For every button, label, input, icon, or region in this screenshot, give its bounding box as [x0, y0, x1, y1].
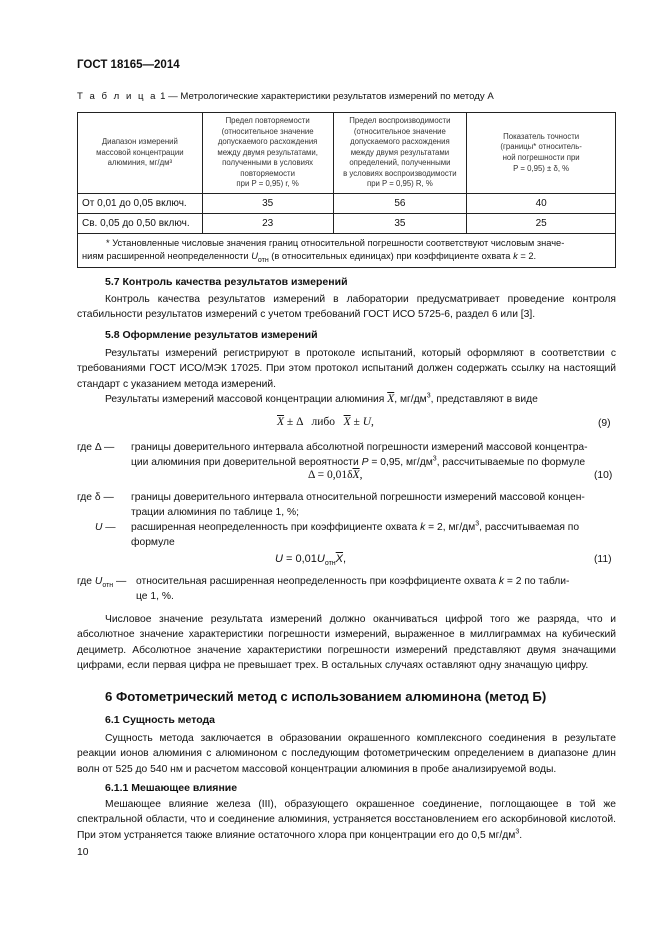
where-Uotn-text [136, 574, 617, 605]
formula-text: ± [350, 416, 363, 428]
table-header-row [78, 113, 616, 194]
header-line: ной погрешности при [502, 153, 580, 162]
text: Результаты измерений массовой концентрации алюминия [105, 394, 388, 405]
text: = 2, мг/дм [425, 522, 476, 533]
section-5-8-paragraph-3: Числовое значение результата измерений должно оканчиваться цифрой того же разряда, что и абсолютное значение характеристики погрешности измерений, выраженное в миллиграммах на кубический дециметр. Абсолютное значение характеристики погрешности измерений представляют двумя значащими цифрами, если первая цифра не превышает трех. В остальных случаях оставляют одну значащую цифру. [77, 614, 616, 671]
text: = 0,95, мг/дм [368, 457, 433, 469]
header-line: при P = 0,95) R, % [366, 179, 433, 189]
col-header-reproducibility [333, 113, 467, 194]
subscript: отн [102, 582, 114, 590]
header-line: (границы* относитель- [500, 142, 582, 152]
where-delta-text [131, 440, 617, 471]
footnote-symbol: U [251, 251, 258, 261]
cell-r: 35 [202, 194, 333, 214]
col-header-repeatability [202, 113, 333, 194]
formula-10 [308, 469, 362, 481]
cell-range: Св. 0,05 до 0,50 включ. [78, 214, 203, 234]
subscript: отн [324, 560, 336, 568]
header-line: Показатель точности [503, 131, 580, 141]
header-line: (относительное значение [221, 126, 314, 136]
table-caption [77, 91, 494, 102]
x-bar-symbol: $\overline{X}$ [335, 553, 344, 565]
symbol: k [420, 522, 426, 533]
header-line: алюминия, мг/дм³ [107, 158, 173, 168]
section-6-1-paragraph: Сущность метода заключается в образовании окрашенного комплексного соединения в результате реакции ионов алюминия с алюминоном с последующим фотометрическим определением в диапазоне длин волн от 525 до 540 нм и расчетом массовой концентрации алюминия в пробе анализируемой воды. [77, 733, 616, 775]
text: = 2 по табли- [504, 576, 570, 587]
x-bar-symbol: $\overline{X}$ [277, 416, 285, 428]
footnote-line-2 [82, 250, 611, 263]
formula-text: , [343, 553, 347, 565]
x-bar-symbol: $\overline{X}$ [352, 469, 360, 481]
table-footnote [78, 234, 616, 268]
text-line: це 1, %. [136, 591, 174, 603]
where-delta-label: где Δ — [77, 442, 115, 453]
footnote-subscript: отн [257, 256, 269, 264]
text-line [131, 520, 617, 535]
text-line: трации алюминия по таблице 1, %; [131, 507, 299, 519]
section-6-1-1-paragraph [77, 797, 616, 843]
header-line: повторяемости [240, 168, 295, 178]
where-d-text [131, 490, 617, 521]
header-line: допускаемого расхождения [217, 137, 318, 147]
superscript: 3 [515, 828, 520, 836]
cell-delta: 40 [467, 194, 616, 214]
section-5-8-paragraph-1: Результаты измерений регистрируют в протоколе испытаний, который оформляют в соответствии с требованиями ГОСТ ИСО/МЭК 17025. При этом протокол испытаний должен содержать ссылку на настоящий стандарт с указанием метода измерений. [77, 348, 616, 390]
header-line: P = 0,95) ± δ, % [513, 163, 570, 173]
table-caption-text: 1 — Метрологические характеристики результатов измерений по методу А [157, 91, 494, 102]
footnote-text: (в относительных единицах) при коэффициенте охвата [268, 251, 514, 261]
footnote-line-1: * Установленные числовые значения границ относительной погрешности соответствуют числовым значе- [106, 238, 565, 248]
where-Uotn-label [77, 574, 126, 589]
symbol: U [94, 576, 103, 587]
header-line: допускаемого расхождения [350, 137, 450, 147]
text: . [519, 829, 523, 841]
text-line [131, 455, 617, 470]
header-line: между двумя результатами, [217, 147, 318, 157]
footnote-text: = 2. [517, 251, 537, 261]
formula-10-number: (10) [594, 470, 613, 481]
text: , рассчитываемая по [479, 522, 580, 533]
text: Мешающее влияние железа (III), образующего окрашенное соединение, поглощающее в той же спектральной области, что и соединение алюминия, устраняется восстановлением его аскорбиновой кислотой. При этом устраняется также влияние остаточного хлора при концентрации его до 0,5 мг/дм [77, 799, 616, 841]
formula-text: ± Δ либо [284, 416, 344, 428]
cell-delta: 25 [467, 214, 616, 234]
header-line: Предел повторяемости [225, 115, 310, 125]
header-line: в условиях воспроизводимости [343, 168, 457, 178]
text: , представляют в виде [430, 394, 538, 405]
x-bar-symbol: $\overline{X}$ [387, 393, 395, 405]
section-5-8-heading: 5.8 Оформление результатов измерений [105, 329, 318, 341]
text: , мг/дм [394, 394, 427, 405]
text: расширенная неопределенность при коэффициенте охвата [131, 522, 421, 533]
text: где [77, 576, 95, 587]
cell-range: От 0,01 до 0,05 включ. [78, 194, 203, 214]
superscript: 3 [432, 455, 437, 463]
where-U-text [131, 520, 617, 551]
section-5-7-paragraph: Контроль качества результатов измерений в лаборатории предусматривает проведение контроля стабильности результатов измерений с учетом требований ГОСТ ИСО 5725-6, раздел 6 или [3]. [77, 294, 616, 321]
section-6-1-heading: 6.1 Сущность метода [105, 714, 216, 726]
footnote-text: ниям расширенной неопределенности [82, 251, 252, 261]
text: — [113, 576, 127, 587]
col-header-range [78, 113, 203, 194]
cell-r: 23 [202, 214, 333, 234]
superscript: 3 [475, 520, 480, 528]
header-line: массовой концентрации [96, 147, 184, 157]
text: , рассчитываемые по формуле [436, 457, 586, 469]
formula-11-number: (11) [594, 554, 612, 565]
section-6-1-1-heading: 6.1.1 Мешающее влияние [105, 782, 238, 794]
formula-11 [275, 553, 347, 568]
header-line: полученными в условиях [222, 158, 314, 168]
text: относительная расширенная неопределенность при коэффициенте охвата [136, 576, 499, 587]
where-U-label [95, 520, 116, 535]
text-line: границы доверительного интервала абсолютной погрешности измерений массовой концентра- [131, 442, 588, 453]
formula-9 [277, 416, 374, 428]
document-id: ГОСТ 18165—2014 [77, 59, 180, 71]
formula-text: , [371, 416, 374, 428]
col-header-accuracy [467, 113, 616, 194]
section-6-heading: 6 Фотометрический метод с использованием алюминона (метод Б) [105, 689, 547, 704]
table-row [78, 194, 616, 214]
header-line: определений, полученными [349, 158, 451, 168]
text-line: формуле [131, 537, 175, 549]
table-caption-prefix: Т а б л и ц а [77, 91, 158, 102]
header-line: (относительное значение [353, 126, 446, 136]
where-d-label: где δ — [77, 492, 114, 503]
text: U — [95, 522, 116, 533]
footnote-symbol: k [513, 251, 518, 261]
header-line: Предел воспроизводимости [349, 115, 451, 125]
formula-symbol: U [362, 416, 372, 428]
symbol: k [498, 576, 505, 587]
section-5-8-paragraph-2 [105, 392, 625, 407]
cell-R: 56 [333, 194, 467, 214]
header-line: при P = 0,95) r, % [236, 179, 299, 189]
text-line [136, 574, 617, 589]
text: ции алюминия при доверительной вероятности [131, 457, 362, 469]
table-row [78, 214, 616, 234]
text-line: границы доверительного интервала относительной погрешности измерений массовой концен- [131, 492, 585, 503]
superscript: 3 [426, 392, 431, 400]
formula-text: , [359, 469, 363, 481]
header-line: между двумя результатами [350, 147, 450, 157]
x-bar-symbol: $\overline{X}$ [343, 416, 351, 428]
formula-text: Δ = 0,01δ [308, 469, 353, 481]
formula-9-number: (9) [598, 418, 611, 429]
formula-symbol: U [275, 553, 283, 565]
section-5-7-heading: 5.7 Контроль качества результатов измерений [105, 276, 348, 288]
cell-R: 35 [333, 214, 467, 234]
page-number: 10 [77, 847, 89, 858]
symbol: P [361, 457, 369, 469]
table-footnote-row [78, 234, 616, 268]
formula-symbol: U [316, 553, 325, 565]
metrology-table [77, 112, 616, 268]
header-line: Диапазон измерений [101, 137, 178, 147]
formula-text: = 0,01 [282, 553, 317, 565]
